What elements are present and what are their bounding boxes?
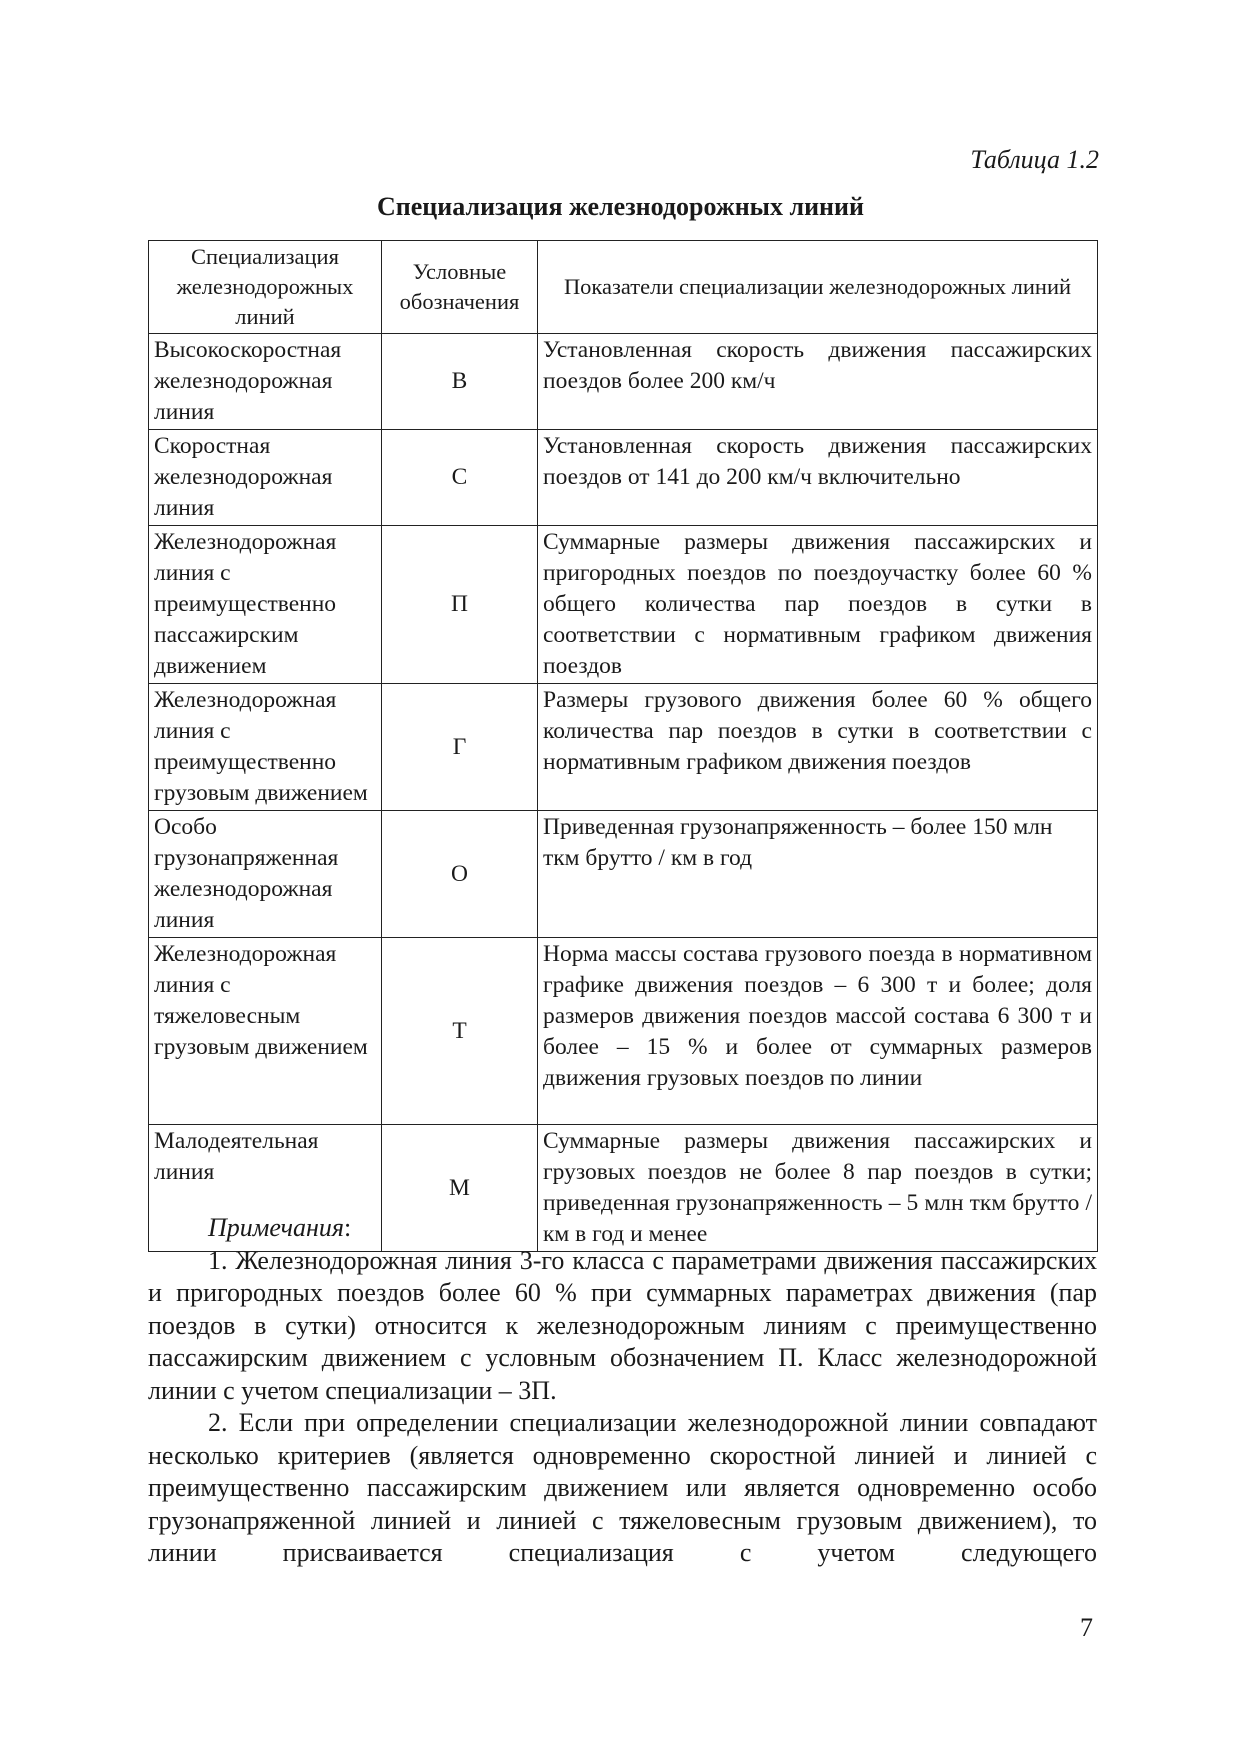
row-name: Высокоскоростная железнодорожная линия <box>149 334 382 430</box>
table-row <box>149 430 1098 526</box>
table-row <box>149 938 1098 1125</box>
header-indicators: Показатели специализации железнодорожных линий <box>538 241 1098 334</box>
note-item: 2. Если при определении специализации железнодорожной линии совпадают несколько критериев (является одновременно скоростной линией и линией с преимущественно пассажирским движением или является одновременно особо грузонапряженной линией и линией с тяжеловесным грузовым движением), то линии присваивается специализация с учетом следующего <box>148 1408 1097 1567</box>
row-name: Малодеятельная линия <box>149 1125 382 1252</box>
table-row <box>149 526 1098 684</box>
row-indicator: Норма массы состава грузового поезда в нормативном графике движения поездов – 6 300 т и более; доля размеров движения поездов массой состава 6 300 т и более – 15 % и более от суммарных размеров движения грузовых поездов по линии <box>538 938 1098 1125</box>
row-indicator: Суммарные размеры движения пассажирских и грузовых поездов не более 8 пар поездов в сутки; приведенная грузонапряженность – 5 млн ткм брутто / км в год и менее <box>538 1125 1098 1252</box>
row-name: Скоростная железнодорожная линия <box>149 430 382 526</box>
row-code: В <box>382 334 538 430</box>
row-indicator: Установленная скорость движения пассажирских поездов от 141 до 200 км/ч включительно <box>538 430 1098 526</box>
row-code: М <box>382 1125 538 1252</box>
table-row <box>149 334 1098 430</box>
row-code: С <box>382 430 538 526</box>
table-label: Таблица 1.2 <box>970 145 1099 174</box>
row-name: Особо грузонапряженная железнодорожная линия <box>149 811 382 938</box>
row-indicator: Приведенная грузонапряженность – более 150 млн ткм брутто / км в год <box>538 811 1098 938</box>
row-name: Железнодорожная линия с преимущественно грузовым движением <box>149 684 382 811</box>
row-indicator: Суммарные размеры движения пассажирских и пригородных поездов по поездоучастку более 60 % общего количества пар поездов в сутки в соответствии с нормативным графиком движения поездов <box>538 526 1098 684</box>
row-indicator: Установленная скорость движения пассажирских поездов более 200 км/ч <box>538 334 1098 430</box>
row-code: О <box>382 811 538 938</box>
page-number: 7 <box>1080 1613 1093 1642</box>
table-title: Специализация железнодорожных линий <box>377 192 864 221</box>
table-row <box>149 684 1098 811</box>
row-name: Железнодорожная линия с тяжеловесным грузовым движением <box>149 938 382 1125</box>
table-header-row <box>149 241 1098 334</box>
row-code: Т <box>382 938 538 1125</box>
header-specialization: Специализация железнодорожных линий <box>149 241 382 334</box>
notes-section <box>148 1212 1097 1570</box>
notes-heading-line <box>148 1212 1097 1245</box>
notes-heading-colon: : <box>343 1213 352 1242</box>
table-row <box>149 811 1098 938</box>
notes-heading: Примечания <box>208 1213 344 1242</box>
row-code: П <box>382 526 538 684</box>
row-code: Г <box>382 684 538 811</box>
header-code: Условные обозначения <box>382 241 538 334</box>
row-name: Железнодорожная линия с преимущественно пассажирским движением <box>149 526 382 684</box>
note-item: 1. Железнодорожная линия 3-го класса с параметрами движения пассажирских и пригородных поездов более 60 % при суммарных параметрах движения (пар поездов в сутки) относится к железнодорожным линиям с преимущественно пассажирским движением с условным обозначением П. Класс железнодорожной линии с учетом специализации – 3П. <box>148 1245 1097 1405</box>
row-indicator: Размеры грузового движения более 60 % общего количества пар поездов в сутки в соответствии с нормативным графиком движения поездов <box>538 684 1098 811</box>
specialization-table <box>148 240 1098 1252</box>
